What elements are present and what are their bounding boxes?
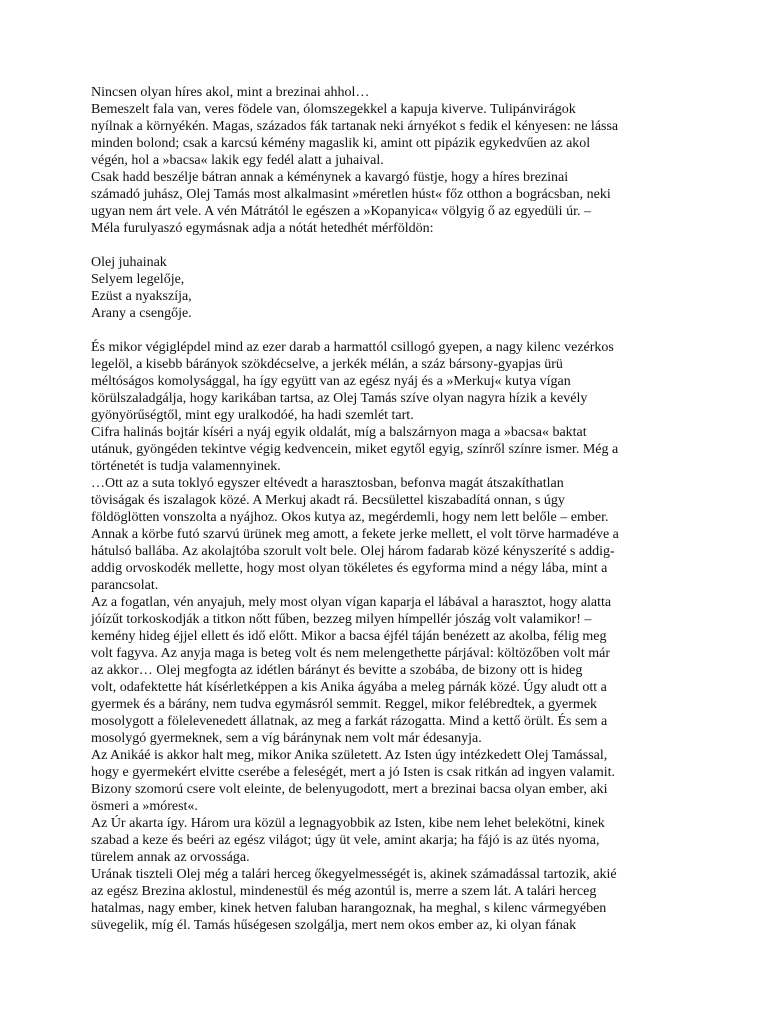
- text-line: kemény hideg éjjel ellett és idő előtt. Mikor a bacsa éjfél táján benézett az akolba, félig meg: [91, 629, 607, 644]
- text-line: …Ott az a suta toklyó egyszer eltévedt a harasztosban, befonva magát átszakíthatlan: [91, 476, 564, 491]
- text-line: türelem annak az orvossága.: [91, 850, 250, 865]
- text-line: méltóságos komolysággal, ha így együtt van az egész nyáj és a »Merkuj« kutya vígan: [91, 374, 571, 389]
- text-line: Az a fogatlan, vén anyajuh, mely most olyan vígan kaparja el lábával a harasztot, hogy alatta: [91, 595, 612, 610]
- text-line: legelöl, a kisebb bárányok szökdécselve, a jerkék mélán, a száz bársony-gyapjas ürü: [91, 357, 563, 372]
- text-line: hátulsó ballába. Az akolajtóba szorult volt bele. Olej három fadarab közé kényszeríté s addig-: [91, 544, 615, 559]
- text-line: ugyan nem árt vele. A vén Mátrától le egészen a »Kopanyica« völgyig ő az egyedüli úr. –: [91, 204, 591, 219]
- text-line: Annak a körbe futó szarvú ürünek meg amott, a fekete jerke mellett, el volt törve harmadéve a: [91, 527, 619, 542]
- paragraph-gap: [91, 322, 684, 339]
- text-line: volt, odafektette hát kísérletképpen a kis Anika ágyába a meleg párnák közé. Úgy aludt ott a: [91, 680, 607, 695]
- text-line: utánuk, gyöngéden tekintve végig kedvencein, miket egytől egyig, színről színre ismer. Még a: [91, 442, 619, 457]
- text-line: történetét is tudja valamennyinek.: [91, 459, 281, 474]
- text-line: volt fagyva. Az anyja maga is beteg volt és nem melengethette párjával: költözőben volt már: [91, 646, 610, 661]
- text-line: parancsolat.: [91, 578, 159, 593]
- text-line: addig orvoskodék mellette, hogy most olyan tökéletes és egyforma mind a négy lába, mint a: [91, 561, 608, 576]
- text-line: Arany a csengője.: [91, 306, 192, 321]
- text-line: földöglötten vonszolta a nyájhoz. Okos kutya az, megérdemli, hogy nem lett belőle – ember.: [91, 510, 609, 525]
- text-line: az akkor… Olej megfogta az idétlen bárányt és bevitte a szobába, de bizony ott is hideg: [91, 663, 583, 678]
- text-line: szabad a keze és beéri az egész világot; úgy üt vele, amint akarja; ha fájó is az ütés nyoma,: [91, 833, 600, 848]
- text-line: minden bolond; csak a karcsú kémény magaslik ki, amint ott pipázik egykedvűen az akol: [91, 136, 591, 151]
- text-line: Selyem legelője,: [91, 272, 185, 287]
- text-line: Bemeszelt fala van, veres födele van, ólomszegekkel a kapuja kiverve. Tulipánvirágok: [91, 102, 576, 117]
- text-line: Csak hadd beszélje bátran annak a kéménynek a kavargó füstje, hogy a híres brezinai: [91, 170, 569, 185]
- text-line: süvegelik, míg él. Tamás hűségesen szolgálja, mert nem okos ember az, ki olyan fának: [91, 918, 577, 933]
- text-line: végén, hol a »bacsa« lakik egy fedél alatt a juhaival.: [91, 153, 384, 168]
- text-line: az egész Brezina aklostul, mindenestül és még azontúl is, merre a szem lát. A talári herceg: [91, 884, 597, 899]
- text-line: És mikor végiglépdel mind az ezer darab a harmattól csillogó gyepen, a nagy kilenc vezérkos: [91, 340, 614, 355]
- text-line: mosolygott a fölelevenedett állatnak, az meg a farkát rázogatta. Mind a kettő örült. És sem a: [91, 714, 608, 729]
- text-line: gyermek és a bárány, nem tudva egymásról semmit. Reggel, mikor felébredtek, a gyermek: [91, 697, 598, 712]
- text-line: Nincsen olyan híres akol, mint a brezinai ahhol…: [91, 85, 370, 100]
- text-line: Cifra halinás bojtár kíséri a nyáj egyik oldalát, míg a balszárnyon maga a »bacsa« baktat: [91, 425, 587, 440]
- text-line: ösmeri a »mórest«.: [91, 799, 198, 814]
- text-line: töviságak és iszalagok közé. A Merkuj akadt rá. Becsülettel kiszabadítá onnan, s úgy: [91, 493, 565, 508]
- text-line: Az Úr akarta így. Három ura közül a legnagyobbik az Isten, kibe nem lehet belekötni, kinek: [91, 816, 605, 831]
- text-line: Az Anikáé is akkor halt meg, mikor Anika született. Az Isten úgy intézkedett Olej Tamással,: [91, 748, 608, 763]
- text-line: Urának tiszteli Olej még a talári herceg őkegyelmességét is, akinek számadással tartozik, akié: [91, 867, 617, 882]
- text-line: körülszaladgálja, hogy karikában tartsa, az Olej Tamás szíve olyan nagyra hízik a kevély: [91, 391, 588, 406]
- text-line: számadó juhász, Olej Tamás most alkalmasint »méretlen húst« főz otthon a bográcsban, neki: [91, 187, 611, 202]
- text-line: nyílnak a környékén. Magas, százados fák tartanak neki árnyékot s fedik el kényesen: ne lássa: [91, 119, 619, 134]
- text-line: Méla furulyaszó egymásnak adja a nótát hetedhét mérföldön:: [91, 221, 434, 236]
- text-line: Bizony szomorú csere volt eleinte, de belenyugodott, mert a brezinai bacsa olyan ember, aki: [91, 782, 608, 797]
- text-line: gyönyörűségtől, mint egy uralkodóé, ha hadi szemlét tart.: [91, 408, 414, 423]
- text-line: hogy e gyermekért elvitte cserébe a feleségét, mert a jó Isten is csak ritkán ad ingyen valamit.: [91, 765, 616, 780]
- text-line: hatalmas, nagy ember, kinek hetven faluban harangoznak, ha meghal, s kilenc vármegyében: [91, 901, 607, 916]
- text-line: Ezüst a nyakszíja,: [91, 289, 192, 304]
- text-line: mosolygó gyermeknek, sem a víg báránynak nem volt már édesanyja.: [91, 731, 482, 746]
- text-line: Olej juhainak: [91, 255, 167, 270]
- paragraph-gap: [91, 237, 684, 254]
- text-line: jóízűt torkoskodják a titkon nőtt fűben, bezzeg milyen hímpellér jószág volt valamikor! –: [91, 612, 592, 627]
